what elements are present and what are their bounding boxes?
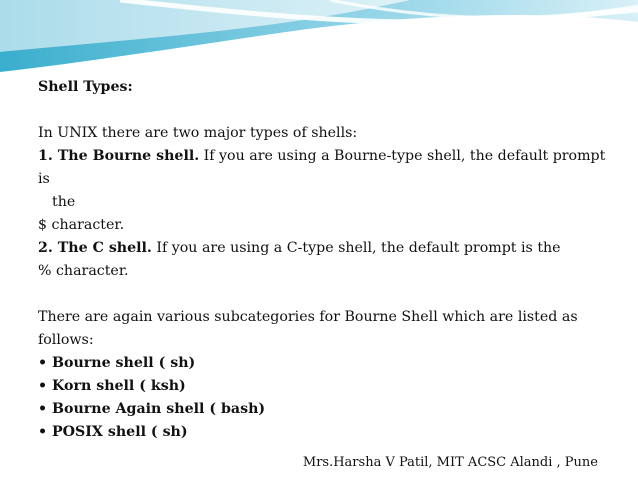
item-label: 2. The C shell.	[38, 240, 152, 256]
item-text: If you are using a Bourne-type shell, the default prompt is	[38, 148, 606, 187]
item-text: If you are using a C-type shell, the default prompt is the	[151, 240, 561, 256]
spacer	[38, 283, 608, 306]
spacer	[38, 99, 608, 122]
slide-content	[38, 76, 608, 444]
subcategory-item: • Korn shell ( ksh)	[38, 378, 186, 394]
item-text-continued: $ character.	[38, 217, 125, 233]
slide-heading: Shell Types:	[38, 79, 133, 95]
footer-author: Mrs.Harsha V Patil, MIT ACSC Alandi , Pune	[302, 455, 598, 470]
item-text-wrap: the	[52, 194, 76, 210]
subcategories-intro: There are again various subcategories for Bourne Shell which are listed as follows:	[38, 309, 578, 348]
item-label: 1. The Bourne shell.	[38, 148, 200, 164]
shell-item-c	[38, 237, 608, 260]
wave-banner	[0, 0, 638, 80]
item-text-continued: % character.	[38, 263, 129, 279]
subcategory-item: • POSIX shell ( sh)	[38, 424, 188, 440]
subcategory-item: • Bourne shell ( sh)	[38, 355, 196, 371]
subcategory-item: • Bourne Again shell ( bash)	[38, 401, 266, 417]
shell-item-bourne	[38, 145, 608, 191]
intro-text: In UNIX there are two major types of shells:	[38, 125, 358, 141]
